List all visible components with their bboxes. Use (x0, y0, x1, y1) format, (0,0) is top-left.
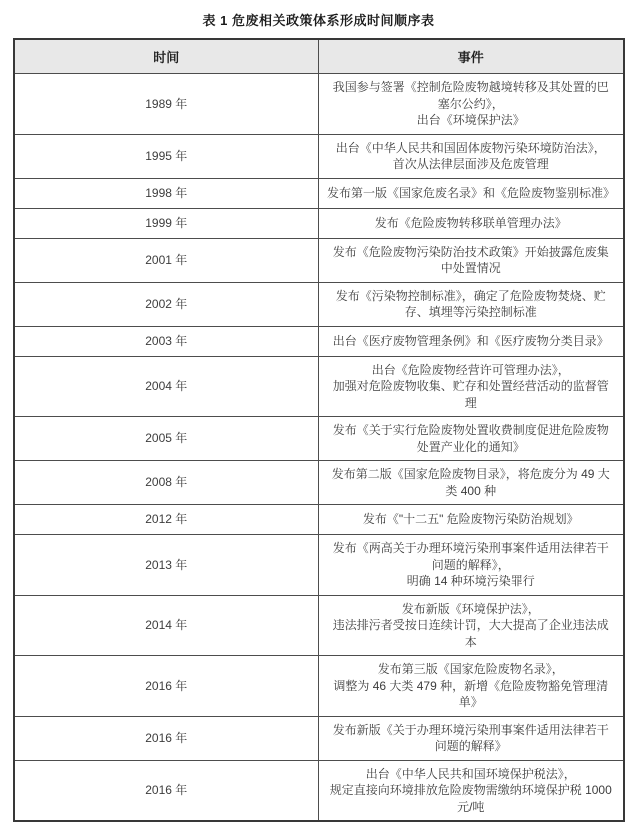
event-cell (319, 178, 624, 208)
table-row (14, 282, 624, 326)
table-row (14, 505, 624, 535)
policy-timeline-table (13, 38, 625, 822)
table-row (14, 535, 624, 596)
table-row (14, 461, 624, 505)
event-line: 明确 14 种环境污染罪行 (406, 574, 535, 588)
event-line: 调整为 46 大类 479 种，新增《危险废物豁免管理清单》 (333, 678, 609, 709)
event-line: 规定直接向环境排放危险废物需缴纳环境保护税 1000 元/吨 (329, 783, 612, 814)
column-header-event: 事件 (319, 39, 624, 74)
table-row (14, 74, 624, 135)
event-line: 我国参与签署《控制危险废物越境转移及其处置的巴塞尔公约》， (332, 80, 609, 111)
event-cell (319, 760, 624, 821)
event-line: 出台《中华人民共和国固体废物污染环境防治法》， (335, 140, 606, 155)
table-row (14, 208, 624, 238)
year-cell: 1989 年 (14, 74, 319, 135)
event-cell (319, 595, 624, 656)
table-row (14, 656, 624, 717)
event-cell (319, 208, 624, 238)
event-line: 加强对危险废物收集、贮存和处置经营活动的监督管理 (332, 379, 609, 410)
year-cell: 2014 年 (14, 595, 319, 656)
table-row (14, 238, 624, 282)
event-line: 发布第二版《国家危险废物目录》，将危废分为 49 大类 400 种 (331, 467, 610, 498)
table-title: 表 1 危废相关政策体系形成时间顺序表 (202, 13, 435, 28)
year-cell: 2004 年 (14, 356, 319, 417)
event-line: 发布《危险废物转移联单管理办法》 (374, 215, 567, 230)
year-cell: 2003 年 (14, 326, 319, 356)
event-line: 出台《危险废物经营许可管理办法》， (371, 362, 570, 377)
event-cell (319, 356, 624, 417)
event-line: 发布《关于实行危险废物处置收费制度促进危险废物处置产业化的通知》 (332, 423, 609, 454)
event-line: 发布《"十二五" 危险废物污染防治规划》 (362, 512, 579, 527)
table-row (14, 716, 624, 760)
event-line: 发布第一版《国家危废名录》和《危险废物鉴别标准》 (327, 185, 616, 200)
year-cell: 1995 年 (14, 134, 319, 178)
event-line: 发布新版《环境保护法》， (401, 601, 540, 616)
year-cell: 2016 年 (14, 716, 319, 760)
event-cell (319, 74, 624, 135)
event-line: 首次从法律层面涉及危废管理 (392, 157, 549, 171)
table-row (14, 134, 624, 178)
event-cell (319, 417, 624, 461)
table-row (14, 760, 624, 821)
year-cell: 2002 年 (14, 282, 319, 326)
table-row (14, 595, 624, 656)
event-line: 发布《污染物控制标准》，确定了危险废物焚烧、贮存、填埋等污染控制标准 (335, 288, 606, 319)
year-cell: 1999 年 (14, 208, 319, 238)
year-cell: 2012 年 (14, 505, 319, 535)
table-row (14, 417, 624, 461)
table-row (14, 178, 624, 208)
event-cell (319, 282, 624, 326)
event-line: 发布《两高关于办理环境污染刑事案件适用法律若干问题的解释》， (332, 541, 609, 572)
event-line: 发布《危险废物污染防治技术政策》开始披露危废集中处置情况 (332, 244, 609, 275)
event-line: 出台《中华人民共和国环境保护税法》， (365, 766, 576, 781)
year-cell: 2016 年 (14, 656, 319, 717)
event-cell (319, 134, 624, 178)
year-cell: 2005 年 (14, 417, 319, 461)
year-cell: 1998 年 (14, 178, 319, 208)
table-row (14, 356, 624, 417)
event-cell (319, 656, 624, 717)
event-line: 发布第三版《国家危险废物名录》， (377, 662, 564, 676)
event-cell (319, 716, 624, 760)
table-row (14, 326, 624, 356)
event-line: 发布新版《关于办理环境污染刑事案件适用法律若干问题的解释》 (332, 722, 609, 753)
event-line: 出台《环境保护法》 (416, 113, 525, 127)
column-header-time: 时间 (14, 39, 319, 74)
year-cell: 2013 年 (14, 535, 319, 596)
year-cell: 2001 年 (14, 238, 319, 282)
event-cell (319, 535, 624, 596)
header-row (14, 39, 624, 74)
event-line: 违法排污者受按日连续计罚，大大提高了企业违法成本 (332, 618, 609, 649)
event-cell (319, 238, 624, 282)
event-line: 出台《医疗废物管理条例》和《医疗废物分类目录》 (332, 333, 609, 348)
event-cell (319, 505, 624, 535)
year-cell: 2016 年 (14, 760, 319, 821)
year-cell: 2008 年 (14, 461, 319, 505)
event-cell (319, 326, 624, 356)
event-cell (319, 461, 624, 505)
